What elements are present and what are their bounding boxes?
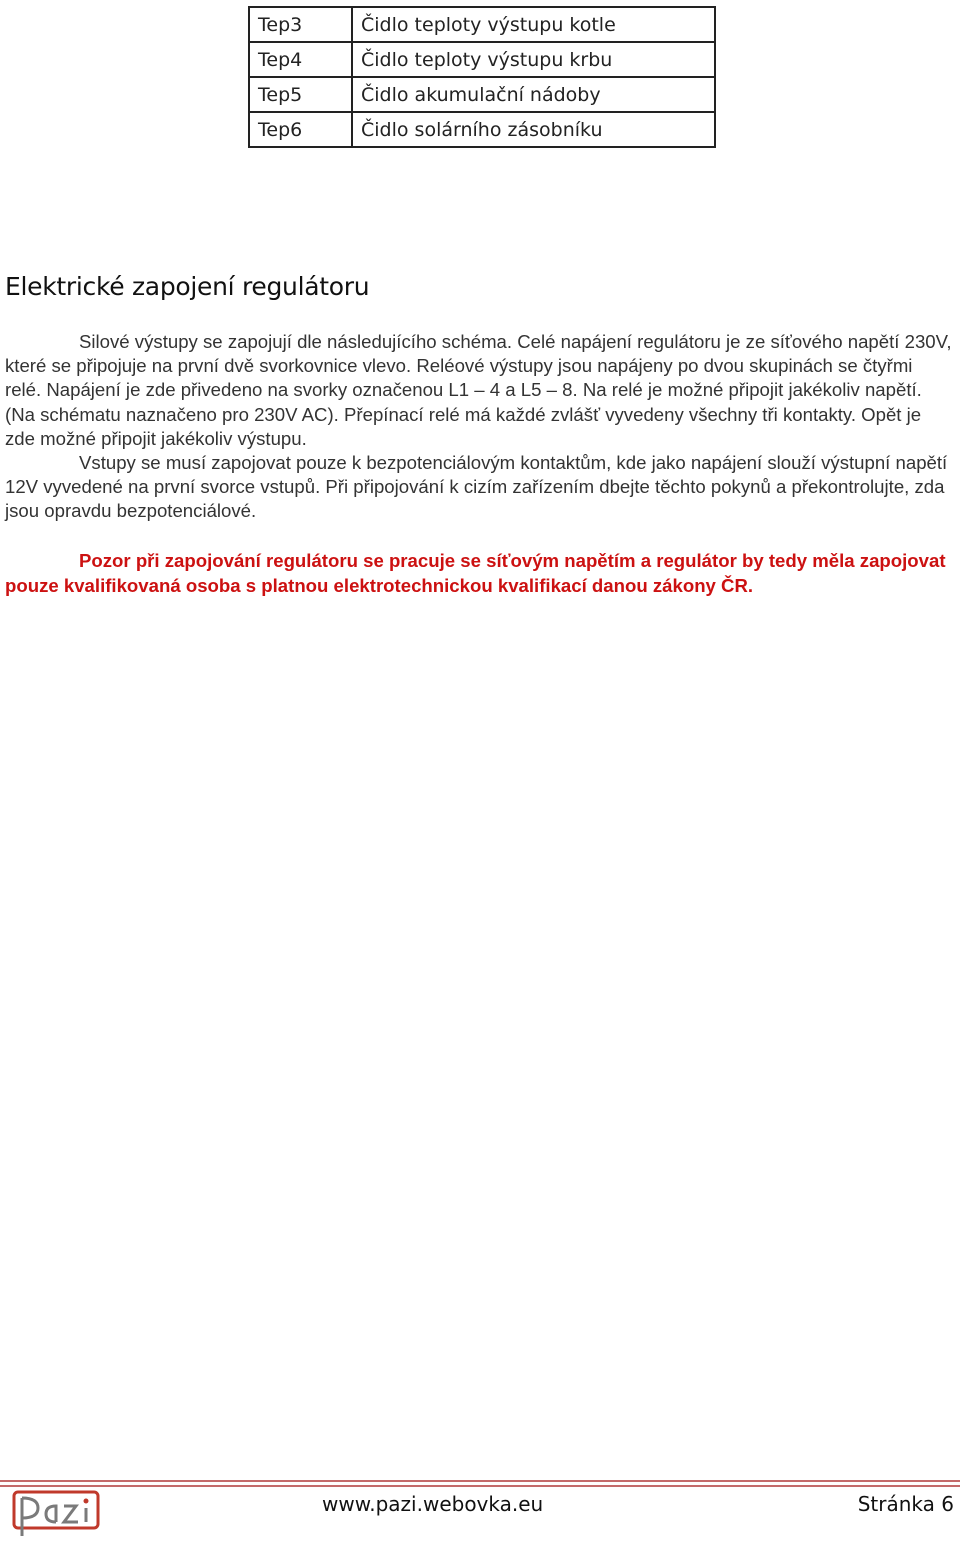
- pazi-logo: [12, 1490, 100, 1547]
- paragraph-inputs: Vstupy se musí zapojovat pouze k bezpotenciálovým kontaktům, kde jako napájení slouží výstupní napětí 12V vyvedené na první svorce vstupů. Při připojování k cizím zařízením dbejte těchto pokynů a překontrolujte, zda jsou opravdu bezpotenciálové.: [5, 452, 948, 522]
- page-number: Stránka 6: [857, 1492, 954, 1516]
- sensor-code: Tep3: [249, 7, 352, 42]
- table-row: [249, 77, 715, 112]
- table-row: [249, 42, 715, 77]
- sensor-description: Čidlo teploty výstupu kotle: [352, 7, 715, 42]
- safety-warning: [5, 549, 955, 598]
- paragraph-outputs: Silové výstupy se zapojují dle následujícího schéma. Celé napájení regulátoru je ze síťového napětí 230V, které se připojuje na první dvě svorkovnice vlevo. Reléové výstupy jsou napájeny po dvou skupinách se čtyřmi relé. Napájení je zde přivedeno na svorky označenou L1 – 4 a L5 – 8. Na relé je možné připojit jakékoliv napětí. (Na schématu naznačeno pro 230V AC). Přepínací relé má každé zvlášť vyvedeny všechny tři kontakty. Opět je zde možné připojit jakékoliv výstupu.: [5, 331, 952, 449]
- sensor-description: Čidlo akumulační nádoby: [352, 77, 715, 112]
- footer-url: www.pazi.webovka.eu: [322, 1492, 544, 1516]
- pazi-logo-icon: [12, 1490, 100, 1542]
- sensor-table: [248, 6, 716, 148]
- sensor-code: Tep6: [249, 112, 352, 147]
- sensor-description: Čidlo teploty výstupu krbu: [352, 42, 715, 77]
- section-heading: Elektrické zapojení regulátoru: [5, 272, 370, 301]
- sensor-description: Čidlo solárního zásobníku: [352, 112, 715, 147]
- warning-text: Pozor při zapojování regulátoru se pracuje se síťovým napětím a regulátor by tedy měla zapojovat pouze kvalifikovaná osoba s platnou elektrotechnickou kvalifikací danou zákony ČR.: [5, 550, 946, 596]
- sensor-code: Tep4: [249, 42, 352, 77]
- sensor-code: Tep5: [249, 77, 352, 112]
- footer-divider: [0, 1480, 960, 1487]
- body-text: [5, 330, 953, 524]
- table-row: [249, 112, 715, 147]
- table-row: [249, 7, 715, 42]
